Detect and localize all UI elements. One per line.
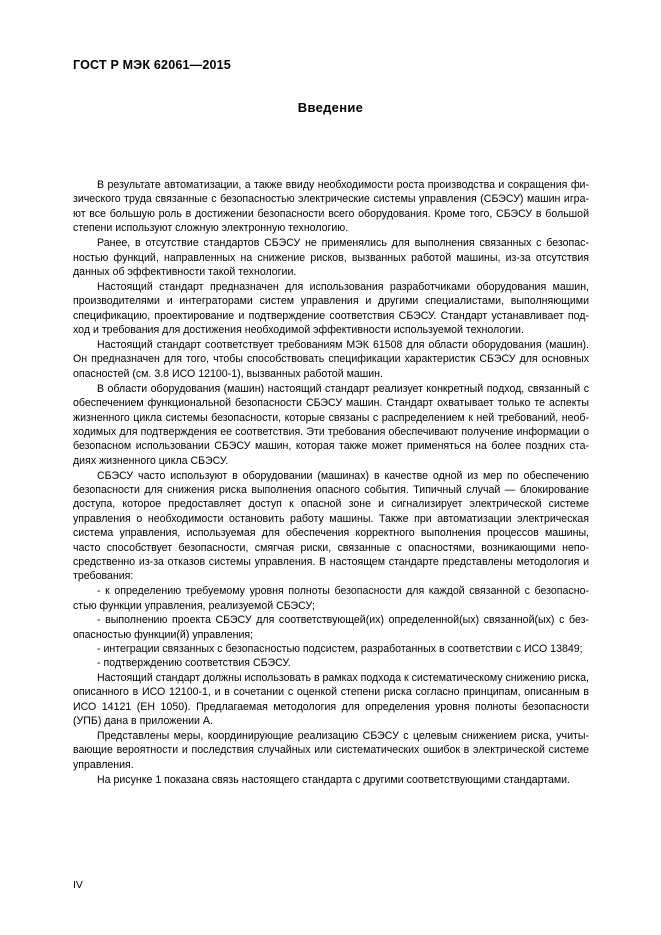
list-item: - выполнению проекта СБЭСУ для соответствующей(их) определенной(ых) связанной(ых) с безопасностью функции(й) управления; [73,614,589,641]
list-item: - интеграции связанных с безопасностью подсистем, разработанных в соответствии с ИСО 13849; [97,643,583,655]
paragraph: Представлены меры, координирующие реализацию СБЭСУ с целевым снижением риска, учитывающие вероятности и последствия случайных или систематических ошибок в электрической системе управления. [73,729,589,771]
paragraph: Настоящий стандарт соответствует требованиям МЭК 61508 для области оборудования (машин). Он предназначен для того, чтобы способствовать спецификации характеристик СБЭСУ для основных опасностей (см. 3.8 ИСО 12100-1), вызванных работой машин. [73,338,589,380]
standard-reference-header: ГОСТ Р МЭК 62061—2015 [73,58,231,72]
paragraph: На рисунке 1 показана связь настоящего стандарта с другими соответствующими стандартами. [97,773,571,786]
paragraph: Ранее, в отсутствие стандартов СБЭСУ не применялись для выполнения связанных с безопасностью функций, направленных на снижение рисков, вызванных работой машины, из-за отсутствия данных об эффективности такой технологии. [73,237,589,278]
list-item: - подтверждению соответствия СБЭСУ. [97,657,291,670]
paragraph: Настоящий стандарт должны использовать в рамках подхода к систематическому снижению риска, описанного в ИСО 12100-1, и в сочетании с оценкой степени риска согласно принципам, описанным в ИСО 14121 (ЕН 1050). Предлагаемая методология для определения уровня полноты безопасности (УПБ) дана в приложении А. [73,671,589,728]
page-title: Введение [297,100,364,115]
paragraph: Настоящий стандарт предназначен для использования разработчиками оборудования машин, производителями и интеграторами систем управления и другими специалистами, выполняющими спецификацию, проектирование и подтверждение соответствия СБЭСУ. Стандарт устанавливает подход и требования для достижения необходимой эффективности используемой технологии. [73,280,589,337]
paragraph: В результате автоматизации, а также ввиду необходимости роста производства и сокращения физического труда связанные с безопасностью электрические системы управления (СБЭСУ) машин играют все большую роль в достижении безопасности всего оборудования. Кроме того, СБЭСУ в большой степени используют сложную электронную технологию. [73,179,589,235]
paragraph: В области оборудования (машин) настоящий стандарт реализует конкретный подход, связанный с обеспечением функциональной безопасности СБЭСУ машин. Стандарт охватывает только те аспекты жизненного цикла системы безопасности, которые связаны с распределением к ней требований, необходимых для подтверждения ее соответствия. Эти требования обеспечивают получение информации о безопасном использовании СБЭСУ машин, которая также может применяться на более поздних стадиях жизненного цикла СБЭСУ. [73,382,589,467]
paragraph: СБЭСУ часто используют в оборудовании (машинах) в качестве одной из мер по обеспечению безопасности для снижения риска выполнения опасного события. Типичный случай — блокирование доступа, которое предоставляет доступ к опасной зоне и сигнализирует электрической системе управления о необходимости остановить работу машины. Также при автоматизации электрическая система управления, используемая для обеспечения корректного выполнения процессов машины, часто способствует безопасности, смягчая риски, связанные с опасностями, возникающими непосредственно из-за отказов системы управления. В настоящем стандарте представлены методология и требования: [73,469,589,583]
requirements-list [73,584,589,670]
list-item: - к определению требуемому уровня полноты безопасности для каждой связанной с безопасностью функции управления, реализуемой СБЭСУ; [73,585,589,612]
page-number: IV [73,879,83,891]
body-text-block [73,178,589,788]
